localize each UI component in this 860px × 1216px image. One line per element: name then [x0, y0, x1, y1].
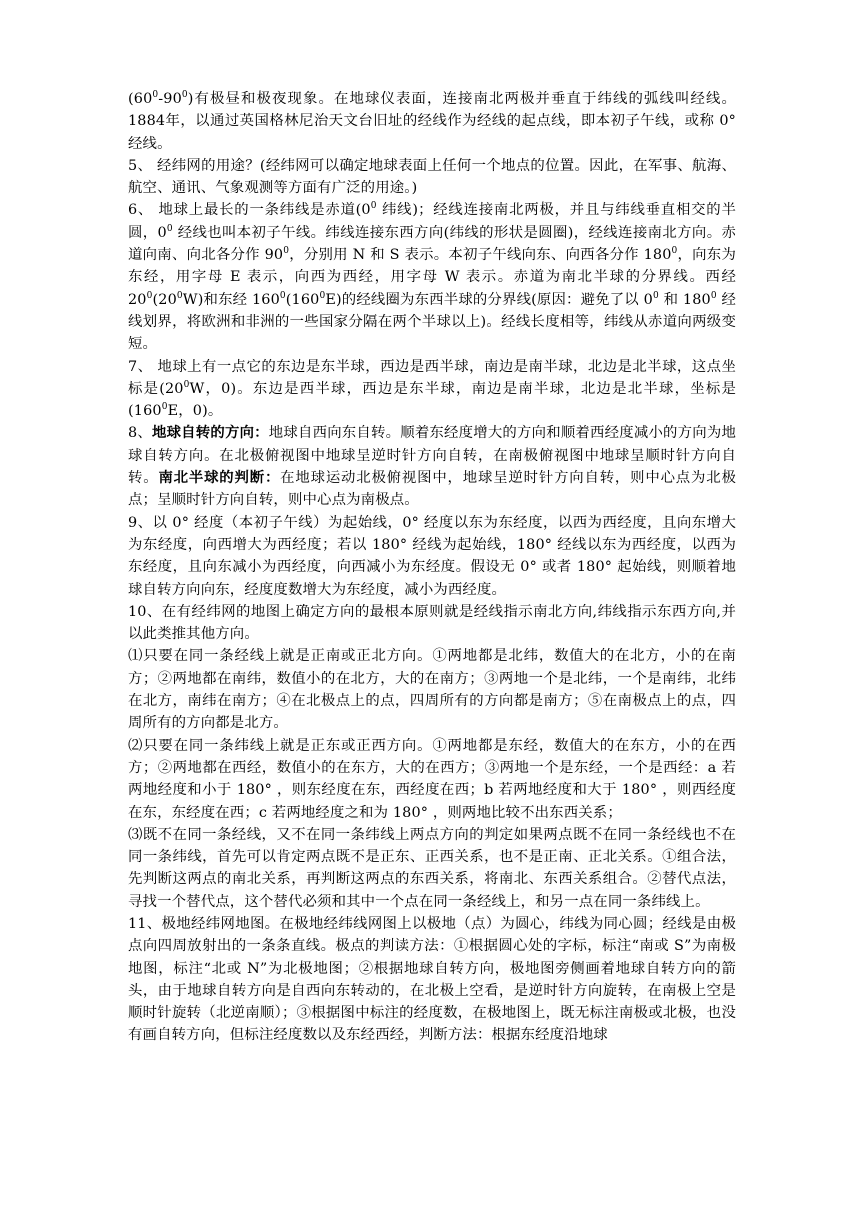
superscript-text: 0	[146, 290, 153, 301]
paragraph	[128, 824, 736, 913]
superscript-text: 0	[652, 290, 659, 301]
bold-heading-text: 南北半球的判断：	[158, 469, 281, 487]
paragraph	[128, 512, 736, 601]
text-run: -90	[158, 91, 182, 107]
superscript-text: 0	[283, 246, 290, 257]
text-run: (160	[285, 291, 320, 308]
text-run: )有极昼和极夜现象。在地球仪表面，连接南北两极并垂直于纬线的弧线叫经线。1884年，以通过英国格林尼治天文台旧址的经线作为经线的起点线，即本初子午线，或称 0° 经线。	[128, 91, 736, 152]
text-run: 5、 经纬网的用途？(经纬网可以确定地球表面上任何一个地点的位置。因此，在军事、航海、航空、通讯、气象观测等方面有广泛的用途。)	[128, 157, 736, 197]
paragraph	[128, 645, 736, 734]
paragraph	[128, 735, 736, 824]
text-run: 纬线)；经线连接南北两极，并且与纬线垂直相交的半圆，0	[128, 202, 736, 241]
text-run: 经线也叫本初子午线。纬线连接东西方向(纬线的形状是圆圈)，经线连接南北方向。赤道向南、向北各分作 90	[128, 224, 737, 264]
text-run: E)的经线圈为东西半球的分界线(原因：避免了以 0	[325, 291, 653, 308]
paragraph	[128, 601, 736, 646]
text-run: (60	[128, 91, 153, 107]
superscript-text: 0	[370, 201, 377, 212]
text-run: 和 180	[658, 291, 711, 308]
document-body	[128, 88, 736, 1047]
text-run: 11、极地经纬网地图。在极地经纬线网图上以极地（点）为圆心，纬线为同心圆；经线是由极点向四周放射出的一条条直线。极点的判读方法：①根据圆心处的字标，标注“南或 S”为南极地图，标注“北或 N”为北极地图；②根据地球自转方向，极地图旁侧画着地球自转方向的箭头，由于地球自转方向是自西向东转动的，在北极上空看，是逆时针方向旋转，在南极上空是顺时针旋转（北逆南顺）；③根据图中标注的经度数，在极地图上，既无标注南极或北极，也没有画自转方向，但标注经度数以及东经西经，判断方法：根据东经度沿地球	[128, 915, 736, 1044]
text-run: 7、 地球上有一点它的东边是东半球，西边是西半球，南边是南半球，北边是北半球，这点坐标是(20	[128, 358, 736, 397]
superscript-text: 0	[319, 290, 326, 301]
text-run: 地球自西向东自转。顺着东经度增大的方向和顺着西经度减小的方向为地球自转方向。在北极俯视图中地球呈逆时针方向自转，在南极俯视图中地球呈顺时针方向自转。	[128, 425, 736, 487]
superscript-text: 0	[161, 402, 168, 413]
text-run: 9、以 0° 经度（本初子午线）为起始线，0° 经度以东为东经度，以西为西经度，且向东增大为东经度，向西增大为西经度；若以 180° 经线为起始线，180° 经线以东为西经度，以西为东经度，且向东减小为西经度，向西减小为东经度。假设无 0° 或者 180° 起始线，则顺着地球自转方向向东，经度度数增大为东经度，减小为西经度。	[128, 514, 736, 598]
superscript-text: 0	[181, 90, 188, 101]
text-run: ⑶既不在同一条经线，又不在同一条纬线上两点方向的判定如果两点既不在同一条经线也不在同一条纬线，首先可以肯定两点既不是正东、正西关系，也不是正南、正北关系。①组合法，先判断这两点的南北关系，再判断这两点的东西关系，将南北、东西关系组合。②替代点法，寻找一个替代点，这个替代必须和其中一个点在同一条经线上，和另一点在同一条纬线上。	[128, 826, 736, 910]
text-run: 经线划界，将欧洲和非洲的一些国家分隔在两个半球以上)。经线长度相等，纬线从赤道向两级变短。	[128, 291, 736, 353]
text-run: W，0)。东边是西半球，西边是东半球，南边是南半球，北边是北半球，坐标是(160	[128, 380, 736, 420]
text-run: ⑴只要在同一条经线上就是正南或正北方向。①两地都是北纬，数值大的在北方，小的在南方；②两地都在南纬，数值小的在北方，大的在南方；③两地一个是北纬，一个是南纬，北纬在北方，南纬在南方；④在北极点上的点，四周所有的方向都是南方；⑤在南极点上的点，四周所有的方向都是北方。	[128, 648, 736, 732]
bold-heading-text: 地球自转的方向：	[151, 424, 269, 442]
paragraph	[128, 422, 736, 511]
paragraph	[128, 88, 736, 155]
text-run: E，0)。	[167, 403, 223, 420]
text-run: 8、	[128, 425, 152, 442]
paragraph	[128, 356, 736, 423]
paragraph	[128, 199, 736, 355]
text-run: 6、 地球上最长的一条纬线是赤道(0	[128, 202, 371, 219]
text-run: W)和东经 160	[182, 291, 280, 308]
superscript-text: 0	[671, 246, 678, 257]
superscript-text: 0	[166, 223, 173, 234]
paragraph	[128, 155, 736, 200]
text-run: (20	[152, 291, 177, 308]
text-run: 在地球运动北极俯视图中，地球呈逆时针方向自转，则中心点为北极点；呈顺时针方向自转，则中心点为南极点。	[128, 470, 736, 509]
text-run: ，分别用 N 和 S 表示。本初子午线向东、向西各分作 180	[289, 247, 672, 264]
superscript-text: 0	[710, 290, 717, 301]
superscript-text: 0	[152, 90, 159, 101]
text-run: ⑵只要在同一条纬线上就是正东或正西方向。①两地都是东经，数值大的在东方，小的在西方；②两地都在西经，数值小的在东方，大的在西方；③两地一个是东经，一个是西经：a 若两地经度和小于 180° ，则东经度在东，西经度在西；b 若两地经度和大于 180° ，则西经度在东，东经度在西；c 若两地经度之和为 180° ，则两地比较不出东西关系；	[128, 737, 736, 821]
superscript-text: 0	[279, 290, 286, 301]
text-run: 10、在有经纬网的地图上确定方向的最根本原则就是经线指示南北方向,纬线指示东西方向,并以此类推其他方向。	[128, 603, 736, 643]
superscript-text: 0	[176, 290, 183, 301]
text-run: ，向东为东经，用字母 E 表示，向西为西经，用字母 W 表示。赤道为南北半球的分界线。西经 20	[128, 247, 736, 308]
superscript-text: 0	[183, 380, 190, 391]
paragraph	[128, 913, 736, 1047]
